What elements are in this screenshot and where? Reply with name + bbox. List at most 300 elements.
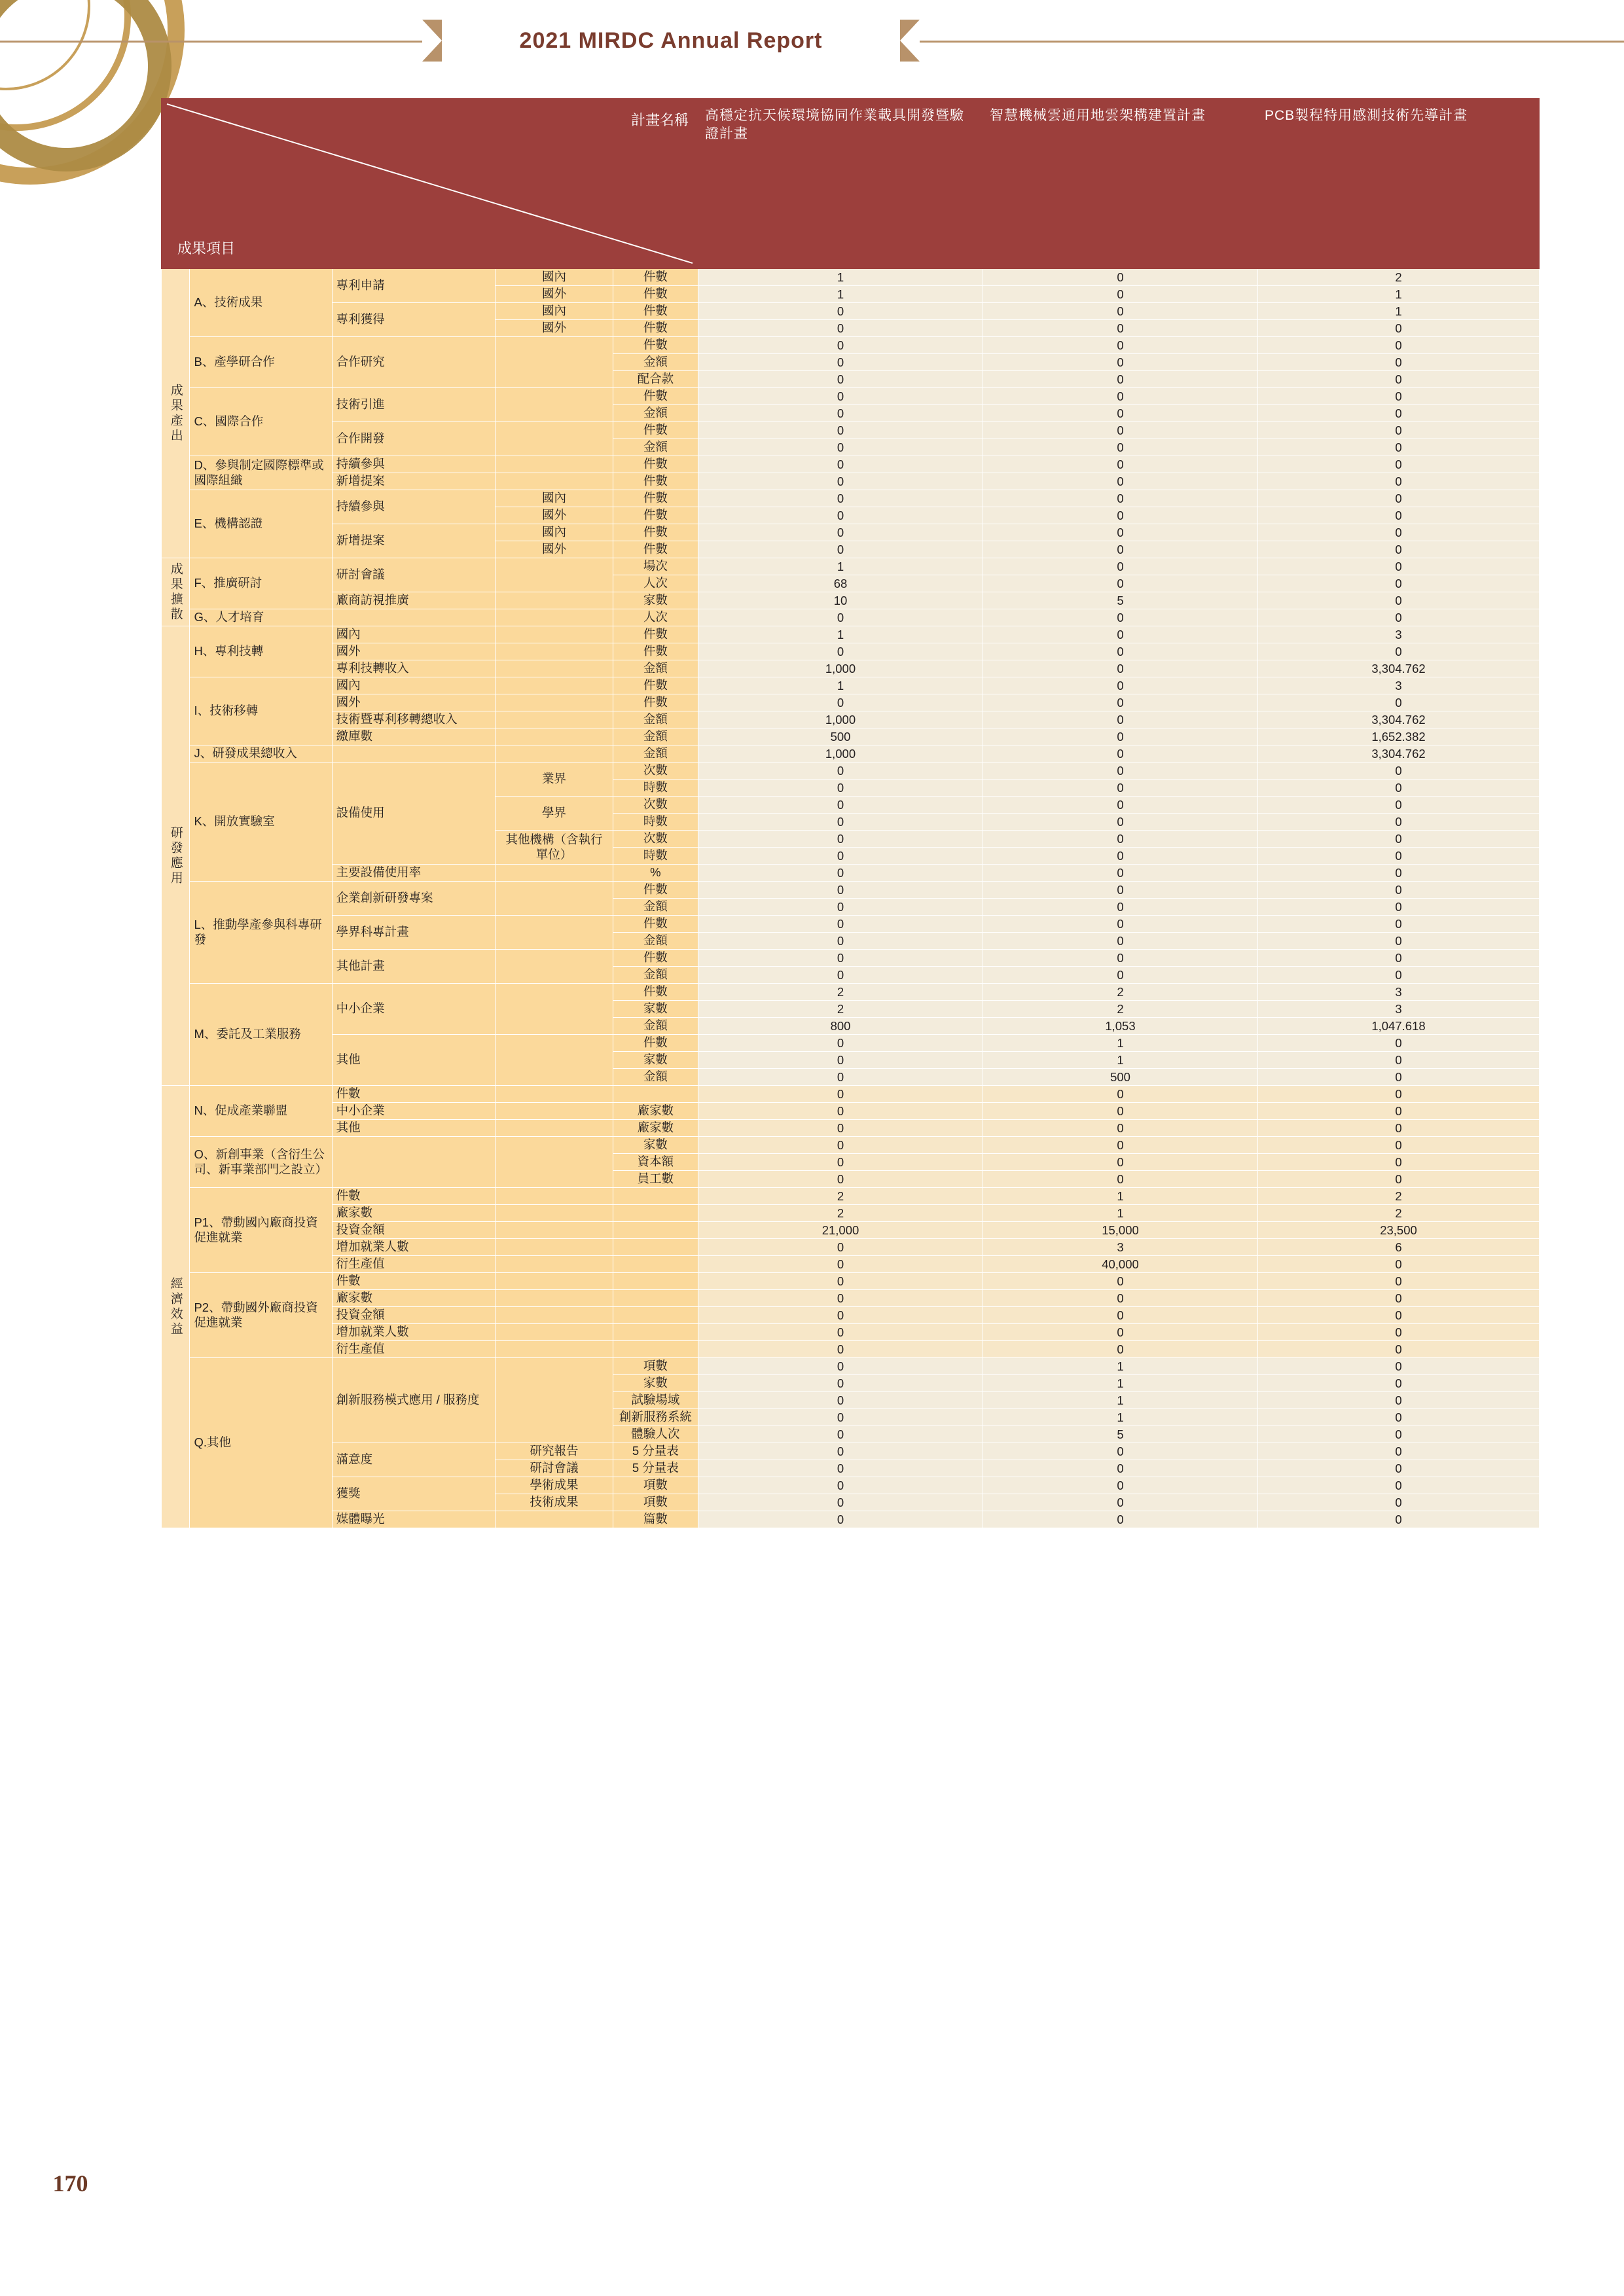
value-cell: 0 [1258, 1477, 1540, 1494]
value-cell: 0 [1258, 473, 1540, 490]
value-cell: 0 [983, 643, 1258, 660]
result-item-group: Q.其他 [190, 1358, 332, 1528]
results-table [161, 98, 1540, 1528]
unit-cell: 件數 [613, 422, 698, 439]
result-item-detail [496, 677, 613, 694]
unit-cell: 件數 [613, 388, 698, 405]
value-cell: 0 [983, 1307, 1258, 1324]
value-cell: 0 [983, 899, 1258, 916]
value-cell: 0 [983, 303, 1258, 320]
value-cell: 0 [983, 831, 1258, 848]
result-item-detail [496, 558, 613, 592]
result-item-detail [496, 1137, 613, 1188]
table-row [162, 1443, 1540, 1460]
value-cell: 0 [983, 711, 1258, 728]
value-cell: 3 [1258, 1001, 1540, 1018]
value-cell: 0 [983, 1273, 1258, 1290]
result-item-detail [496, 1341, 613, 1358]
value-cell: 0 [698, 1120, 983, 1137]
value-cell: 0 [983, 1477, 1258, 1494]
value-cell: 1 [698, 677, 983, 694]
value-cell: 0 [1258, 1324, 1540, 1341]
unit-cell: 件數 [613, 320, 698, 337]
value-cell: 0 [983, 490, 1258, 507]
value-cell: 1 [983, 1035, 1258, 1052]
result-item-detail [496, 1324, 613, 1341]
result-item-detail [496, 1205, 613, 1222]
value-cell: 0 [983, 1290, 1258, 1307]
unit-cell: 家數 [613, 592, 698, 609]
table-row [162, 1273, 1540, 1290]
result-item-sub: 增加就業人數 [332, 1239, 496, 1256]
result-item-group: M、委託及工業服務 [190, 984, 332, 1086]
value-cell: 0 [698, 1341, 983, 1358]
value-cell: 0 [698, 1375, 983, 1392]
value-cell: 0 [983, 422, 1258, 439]
value-cell: 0 [983, 916, 1258, 933]
unit-cell: 金額 [613, 933, 698, 950]
value-cell: 500 [698, 728, 983, 745]
value-cell: 0 [983, 967, 1258, 984]
table-row [162, 1511, 1540, 1528]
result-item-sub: 衍生產值 [332, 1256, 496, 1273]
value-cell: 0 [1258, 643, 1540, 660]
side-category-label: 經濟效益 [162, 1086, 190, 1528]
unit-cell: 人次 [613, 609, 698, 626]
value-cell: 0 [1258, 1154, 1540, 1171]
result-item-detail: 國外 [496, 320, 613, 337]
value-cell: 0 [983, 660, 1258, 677]
unit-cell: 項數 [613, 1477, 698, 1494]
side-category-label: 成果產出 [162, 269, 190, 558]
result-item-detail: 國外 [496, 541, 613, 558]
value-cell: 1 [698, 558, 983, 575]
unit-cell: 次數 [613, 831, 698, 848]
result-item-detail [496, 865, 613, 882]
value-cell: 0 [698, 473, 983, 490]
result-item-sub: 媒體曝光 [332, 1511, 496, 1528]
value-cell: 0 [983, 1137, 1258, 1154]
unit-cell: 員工數 [613, 1171, 698, 1188]
value-cell: 0 [1258, 882, 1540, 899]
table-row [162, 643, 1540, 660]
value-cell: 0 [1258, 967, 1540, 984]
value-cell: 0 [983, 797, 1258, 814]
value-cell: 0 [983, 269, 1258, 286]
result-item-detail [496, 1307, 613, 1324]
result-item-detail [496, 1358, 613, 1443]
value-cell: 0 [1258, 354, 1540, 371]
table-row [162, 473, 1540, 490]
result-item-detail [496, 473, 613, 490]
value-cell: 0 [983, 541, 1258, 558]
value-cell: 3 [1258, 984, 1540, 1001]
value-cell: 2 [698, 1001, 983, 1018]
result-item-detail [496, 1290, 613, 1307]
value-cell: 0 [1258, 337, 1540, 354]
value-cell: 0 [1258, 1256, 1540, 1273]
result-item-sub: 專利技轉收入 [332, 660, 496, 677]
value-cell: 0 [698, 1392, 983, 1409]
value-cell: 0 [1258, 780, 1540, 797]
unit-cell: 金額 [613, 405, 698, 422]
result-item-detail [496, 643, 613, 660]
value-cell: 0 [983, 575, 1258, 592]
result-item-detail [496, 728, 613, 745]
value-cell: 0 [1258, 1273, 1540, 1290]
value-cell: 0 [698, 1239, 983, 1256]
value-cell: 0 [983, 933, 1258, 950]
header-result-item-label: 成果項目 [177, 240, 236, 257]
header-rule-left [0, 41, 458, 43]
value-cell: 0 [1258, 950, 1540, 967]
result-item-detail: 其他機構（含執行單位） [496, 831, 613, 865]
value-cell: 0 [1258, 1086, 1540, 1103]
value-cell: 0 [983, 286, 1258, 303]
result-item-sub: 國外 [332, 694, 496, 711]
result-item-sub: 衍生產值 [332, 1341, 496, 1358]
unit-cell: 件數 [613, 694, 698, 711]
result-item-detail [496, 609, 613, 626]
result-item-detail: 國內 [496, 303, 613, 320]
unit-cell: 場次 [613, 558, 698, 575]
result-item-detail [496, 1222, 613, 1239]
value-cell: 2 [1258, 1188, 1540, 1205]
result-item-detail [496, 1273, 613, 1290]
result-item-sub: 新增提案 [332, 524, 496, 558]
table-row [162, 1477, 1540, 1494]
unit-cell: 金額 [613, 660, 698, 677]
result-item-group: L、推動學產參與科專研發 [190, 882, 332, 984]
value-cell: 0 [983, 1443, 1258, 1460]
result-item-detail [496, 422, 613, 456]
unit-cell: 件數 [613, 269, 698, 286]
unit-cell: 件數 [613, 303, 698, 320]
result-item-detail [496, 882, 613, 916]
value-cell: 0 [1258, 507, 1540, 524]
result-item-detail [496, 950, 613, 984]
value-cell: 0 [983, 558, 1258, 575]
table-row [162, 592, 1540, 609]
value-cell: 0 [983, 626, 1258, 643]
value-cell: 0 [1258, 609, 1540, 626]
table-row [162, 660, 1540, 677]
value-cell: 0 [1258, 439, 1540, 456]
result-item-detail [496, 388, 613, 422]
result-item-sub: 增加就業人數 [332, 1324, 496, 1341]
unit-cell: 金額 [613, 745, 698, 762]
value-cell: 10 [698, 592, 983, 609]
value-cell: 1,053 [983, 1018, 1258, 1035]
value-cell: 0 [1258, 865, 1540, 882]
value-cell: 0 [1258, 1069, 1540, 1086]
value-cell: 0 [698, 439, 983, 456]
result-item-group: C、國際合作 [190, 388, 332, 456]
result-item-sub: 其他計畫 [332, 950, 496, 984]
value-cell: 0 [1258, 1103, 1540, 1120]
value-cell: 1 [983, 1358, 1258, 1375]
value-cell: 0 [698, 694, 983, 711]
table-row [162, 984, 1540, 1001]
table-row [162, 865, 1540, 882]
result-item-sub [332, 609, 496, 626]
value-cell: 0 [1258, 831, 1540, 848]
result-item-sub: 持續參與 [332, 456, 496, 473]
value-cell: 0 [698, 1307, 983, 1324]
value-cell: 0 [1258, 762, 1540, 780]
value-cell: 1 [1258, 303, 1540, 320]
result-item-detail [496, 916, 613, 950]
result-item-detail [496, 1035, 613, 1086]
value-cell: 0 [698, 303, 983, 320]
value-cell: 0 [983, 456, 1258, 473]
value-cell: 0 [1258, 456, 1540, 473]
result-item-sub: 件數 [332, 1086, 496, 1103]
value-cell: 0 [698, 1035, 983, 1052]
value-cell: 0 [698, 916, 983, 933]
value-cell: 0 [1258, 541, 1540, 558]
result-item-detail: 技術成果 [496, 1494, 613, 1511]
value-cell: 2 [1258, 1205, 1540, 1222]
value-cell: 0 [1258, 490, 1540, 507]
result-item-sub: 廠家數 [332, 1205, 496, 1222]
unit-cell: 次數 [613, 762, 698, 780]
value-cell: 0 [698, 1052, 983, 1069]
value-cell: 1,047.618 [1258, 1018, 1540, 1035]
value-cell: 21,000 [698, 1222, 983, 1239]
unit-cell: 金額 [613, 967, 698, 984]
result-item-detail: 學界 [496, 797, 613, 831]
result-item-sub [332, 745, 496, 762]
unit-cell: 金額 [613, 711, 698, 728]
unit-cell: 件數 [613, 916, 698, 933]
unit-cell: 項數 [613, 1358, 698, 1375]
value-cell: 500 [983, 1069, 1258, 1086]
result-item-sub: 研討會議 [332, 558, 496, 592]
unit-cell: 5 分量表 [613, 1460, 698, 1477]
result-item-sub: 滿意度 [332, 1443, 496, 1477]
value-cell: 0 [698, 1171, 983, 1188]
value-cell: 0 [983, 780, 1258, 797]
value-cell: 0 [1258, 916, 1540, 933]
value-cell: 0 [1258, 371, 1540, 388]
table-row [162, 337, 1540, 354]
value-cell: 0 [1258, 848, 1540, 865]
value-cell: 2 [1258, 269, 1540, 286]
value-cell: 0 [983, 1494, 1258, 1511]
result-item-group: E、機構認證 [190, 490, 332, 558]
result-item-detail [496, 1120, 613, 1137]
unit-cell: 件數 [613, 950, 698, 967]
result-item-sub: 企業創新研發專案 [332, 882, 496, 916]
unit-cell: 件數 [613, 490, 698, 507]
value-cell: 0 [983, 405, 1258, 422]
value-cell: 0 [698, 1290, 983, 1307]
value-cell: 1 [983, 1375, 1258, 1392]
table-row [162, 1188, 1540, 1205]
value-cell: 1 [983, 1392, 1258, 1409]
table-row [162, 1103, 1540, 1120]
value-cell: 3 [1258, 626, 1540, 643]
result-item-sub: 技術引進 [332, 388, 496, 422]
value-cell: 0 [698, 490, 983, 507]
result-item-sub: 中小企業 [332, 1103, 496, 1120]
value-cell: 1,000 [698, 660, 983, 677]
value-cell: 15,000 [983, 1222, 1258, 1239]
result-item-group: H、專利技轉 [190, 626, 332, 677]
unit-cell: 件數 [613, 626, 698, 643]
result-item-group: O、新創事業（含衍生公司、新事業部門之設立） [190, 1137, 332, 1188]
value-cell: 0 [698, 1103, 983, 1120]
result-item-group: F、推廣研討 [190, 558, 332, 609]
side-category-label: 成果擴散 [162, 558, 190, 626]
unit-cell: 體驗人次 [613, 1426, 698, 1443]
result-item-sub: 學界科專計畫 [332, 916, 496, 950]
result-item-sub: 新增提案 [332, 473, 496, 490]
result-item-group: N、促成產業聯盟 [190, 1086, 332, 1137]
value-cell: 0 [698, 1086, 983, 1103]
value-cell: 0 [698, 388, 983, 405]
value-cell: 0 [1258, 1307, 1540, 1324]
value-cell: 0 [698, 797, 983, 814]
unit-cell: 金額 [613, 1018, 698, 1035]
header-col-2: 智慧機械雲通用地雲架構建置計畫 [983, 99, 1258, 269]
value-cell: 1,000 [698, 745, 983, 762]
value-cell: 0 [983, 524, 1258, 541]
unit-cell [613, 1205, 698, 1222]
result-item-detail: 研究報告 [496, 1443, 613, 1460]
unit-cell: 件數 [613, 286, 698, 303]
value-cell: 0 [983, 1511, 1258, 1528]
table-row [162, 626, 1540, 643]
header-col-3: PCB製程特用感測技術先導計畫 [1258, 99, 1540, 269]
result-item-detail: 國內 [496, 524, 613, 541]
value-cell: 3 [983, 1239, 1258, 1256]
unit-cell: 件數 [613, 882, 698, 899]
value-cell: 2 [983, 1001, 1258, 1018]
unit-cell: 件數 [613, 507, 698, 524]
table-row [162, 728, 1540, 745]
value-cell: 0 [698, 371, 983, 388]
result-item-detail [496, 626, 613, 643]
result-item-detail [496, 1103, 613, 1120]
value-cell: 0 [698, 1511, 983, 1528]
value-cell: 0 [698, 337, 983, 354]
value-cell: 0 [983, 439, 1258, 456]
value-cell: 0 [1258, 814, 1540, 831]
result-item-detail [496, 984, 613, 1035]
result-item-detail [496, 711, 613, 728]
table-row [162, 303, 1540, 320]
result-item-sub: 國內 [332, 626, 496, 643]
table-row [162, 1120, 1540, 1137]
value-cell: 0 [983, 1103, 1258, 1120]
value-cell: 0 [698, 780, 983, 797]
header-col-1: 高穩定抗天候環境協同作業載具開發暨驗證計畫 [698, 99, 983, 269]
value-cell: 0 [698, 848, 983, 865]
value-cell: 0 [1258, 1426, 1540, 1443]
unit-cell [613, 1290, 698, 1307]
value-cell: 0 [698, 405, 983, 422]
value-cell: 1 [983, 1052, 1258, 1069]
unit-cell: 金額 [613, 728, 698, 745]
value-cell: 0 [698, 422, 983, 439]
table-row [162, 762, 1540, 780]
result-item-sub: 合作開發 [332, 422, 496, 456]
value-cell: 0 [983, 609, 1258, 626]
value-cell: 0 [983, 320, 1258, 337]
value-cell: 0 [1258, 1443, 1540, 1460]
unit-cell: 件數 [613, 677, 698, 694]
value-cell: 0 [698, 643, 983, 660]
value-cell: 0 [983, 1154, 1258, 1171]
unit-cell: 次數 [613, 797, 698, 814]
value-cell: 0 [698, 354, 983, 371]
value-cell: 0 [983, 950, 1258, 967]
unit-cell [613, 1188, 698, 1205]
value-cell: 800 [698, 1018, 983, 1035]
result-item-sub: 主要設備使用率 [332, 865, 496, 882]
unit-cell: 資本額 [613, 1154, 698, 1171]
table-row [162, 1035, 1540, 1052]
unit-cell: 件數 [613, 1035, 698, 1052]
value-cell: 0 [698, 1460, 983, 1477]
result-item-detail [496, 456, 613, 473]
result-item-sub: 技術暨專利移轉總收入 [332, 711, 496, 728]
value-cell: 0 [1258, 1171, 1540, 1188]
table-body [162, 269, 1540, 1528]
result-item-group: D、參與制定國際標準或國際組織 [190, 456, 332, 490]
table-header-row [162, 99, 1540, 269]
value-cell: 2 [698, 1188, 983, 1205]
value-cell: 0 [1258, 797, 1540, 814]
value-cell: 3,304.762 [1258, 660, 1540, 677]
report-title: 2021 MIRDC Annual Report [519, 28, 823, 53]
value-cell: 0 [698, 950, 983, 967]
table-row [162, 711, 1540, 728]
value-cell: 2 [698, 1205, 983, 1222]
unit-cell: 金額 [613, 899, 698, 916]
value-cell: 0 [983, 865, 1258, 882]
header-project-name-label: 計畫名稱 [630, 112, 689, 128]
table-row [162, 609, 1540, 626]
value-cell: 0 [1258, 592, 1540, 609]
value-cell: 0 [1258, 933, 1540, 950]
value-cell: 40,000 [983, 1256, 1258, 1273]
value-cell: 0 [1258, 422, 1540, 439]
value-cell: 0 [698, 524, 983, 541]
value-cell: 1,652.382 [1258, 728, 1540, 745]
value-cell: 0 [698, 507, 983, 524]
value-cell: 0 [1258, 388, 1540, 405]
result-item-sub [332, 1137, 496, 1188]
result-item-detail [496, 592, 613, 609]
unit-cell: 試驗場域 [613, 1392, 698, 1409]
table-row [162, 1205, 1540, 1222]
table-row [162, 524, 1540, 541]
result-item-detail [496, 1239, 613, 1256]
result-item-detail [496, 1511, 613, 1528]
value-cell: 0 [983, 848, 1258, 865]
value-cell: 0 [698, 609, 983, 626]
unit-cell: 創新服務系統 [613, 1409, 698, 1426]
value-cell: 3 [1258, 677, 1540, 694]
table-row [162, 1290, 1540, 1307]
table-row [162, 422, 1540, 439]
result-item-detail: 學術成果 [496, 1477, 613, 1494]
result-item-sub: 廠家數 [332, 1290, 496, 1307]
diagonal-divider-icon [162, 99, 698, 268]
